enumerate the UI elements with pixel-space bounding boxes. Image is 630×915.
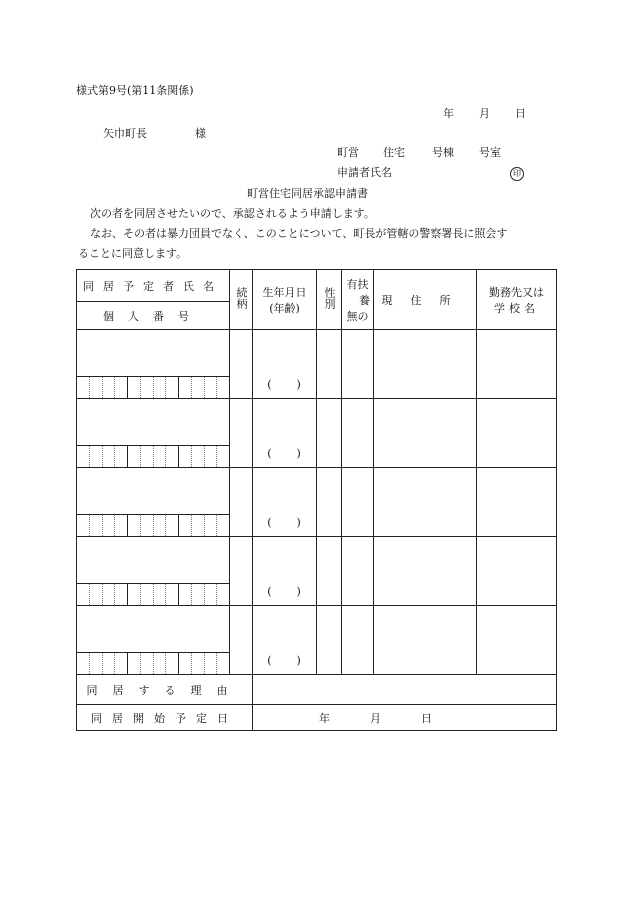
workplace-cell[interactable] [477,606,557,675]
relation-cell[interactable] [230,537,253,606]
workplace-cell[interactable] [477,468,557,537]
address-part-town: 町営 [337,146,359,159]
relation-cell[interactable] [230,468,253,537]
table-row [77,606,557,675]
date-day-label: 日 [515,107,526,120]
address-cell[interactable] [374,330,477,399]
sex-cell[interactable] [317,537,342,606]
date-month-label: 月 [479,107,490,120]
start-year-label: 年 [319,711,330,725]
birthdate-cell[interactable] [253,330,317,399]
header-birthdate: 生年月日 (年齢) [253,270,317,330]
header-dependent: 有扶 養 無の [342,270,374,330]
age-placeholder: ( ) [267,378,302,391]
cohabitant-name-cell[interactable] [77,468,230,537]
address-cell[interactable] [374,606,477,675]
birthdate-cell[interactable] [253,468,317,537]
name-input-area[interactable] [77,468,229,515]
reason-label: 同居する理由 [77,675,253,705]
applicant-name-label: 申請者氏名 [337,166,392,179]
paragraph-consent-line1: なお、その者は暴力団員でなく、このことについて、町長が管轄の警察署長に照会す [90,227,508,240]
sex-cell[interactable] [317,399,342,468]
cohabitant-name-cell[interactable] [77,330,230,399]
workplace-cell[interactable] [477,537,557,606]
addressee-honorific: 様 [195,127,206,140]
dependent-cell[interactable] [342,537,374,606]
age-placeholder: ( ) [267,654,302,667]
relation-cell[interactable] [230,606,253,675]
name-input-area[interactable] [77,330,229,377]
name-input-area[interactable] [77,399,229,446]
header-sex: 性別 [317,270,342,330]
personal-number-boxes[interactable] [77,584,229,605]
personal-number-boxes[interactable] [77,515,229,536]
address-part-building: 号棟 [432,146,454,159]
addressee: 矢巾町長 [103,127,147,140]
address-part-housing: 住宅 [383,146,405,159]
table-row [77,399,557,468]
cohabitant-name-cell[interactable] [77,537,230,606]
cohabitant-name-cell[interactable] [77,399,230,468]
birthdate-cell[interactable] [253,606,317,675]
header-relation: 続柄 [230,270,253,330]
age-placeholder: ( ) [267,447,302,460]
date-year-label: 年 [443,107,454,120]
seal-mark: 印 [510,167,524,181]
birthdate-cell[interactable] [253,537,317,606]
table-row [77,537,557,606]
seal-icon [510,166,524,181]
personal-number-boxes[interactable] [77,446,229,467]
dependent-cell[interactable] [342,330,374,399]
workplace-cell[interactable] [477,399,557,468]
start-month-label: 月 [370,711,381,725]
workplace-cell[interactable] [477,330,557,399]
age-placeholder: ( ) [267,516,302,529]
table-row [77,330,557,399]
paragraph-consent-line2: ることに同意します。 [78,247,188,260]
start-date-input[interactable] [253,705,557,731]
dependent-cell[interactable] [342,606,374,675]
start-date-row [77,705,557,731]
age-placeholder: ( ) [267,585,302,598]
form-number: 様式第9号(第11条関係) [76,84,194,97]
header-name: 同居予定者氏名 [77,270,230,302]
cohabitant-name-cell[interactable] [77,606,230,675]
dependent-cell[interactable] [342,399,374,468]
header-workplace: 勤務先又は 学校名 [477,270,557,330]
header-address: 現住所 [374,270,477,330]
sex-cell[interactable] [317,606,342,675]
reason-row [77,675,557,705]
address-part-room: 号室 [479,146,501,159]
cohabitant-table [76,269,557,731]
relation-cell[interactable] [230,330,253,399]
sex-cell[interactable] [317,330,342,399]
table-row [77,468,557,537]
address-cell[interactable] [374,468,477,537]
relation-cell[interactable] [230,399,253,468]
address-cell[interactable] [374,537,477,606]
name-input-area[interactable] [77,537,229,584]
personal-number-boxes[interactable] [77,377,229,398]
personal-number-boxes[interactable] [77,653,229,674]
header-personal-number: 個人番号 [77,302,230,330]
name-input-area[interactable] [77,606,229,653]
document-title: 町営住宅同居承認申請書 [247,187,368,200]
start-date-label: 同居開始予定日 [77,705,253,731]
paragraph-request: 次の者を同居させたいので、承認されるよう申請します。 [90,207,375,220]
address-cell[interactable] [374,399,477,468]
sex-cell[interactable] [317,468,342,537]
dependent-cell[interactable] [342,468,374,537]
reason-input[interactable] [253,675,557,705]
birthdate-cell[interactable] [253,399,317,468]
start-day-label: 日 [421,711,432,725]
